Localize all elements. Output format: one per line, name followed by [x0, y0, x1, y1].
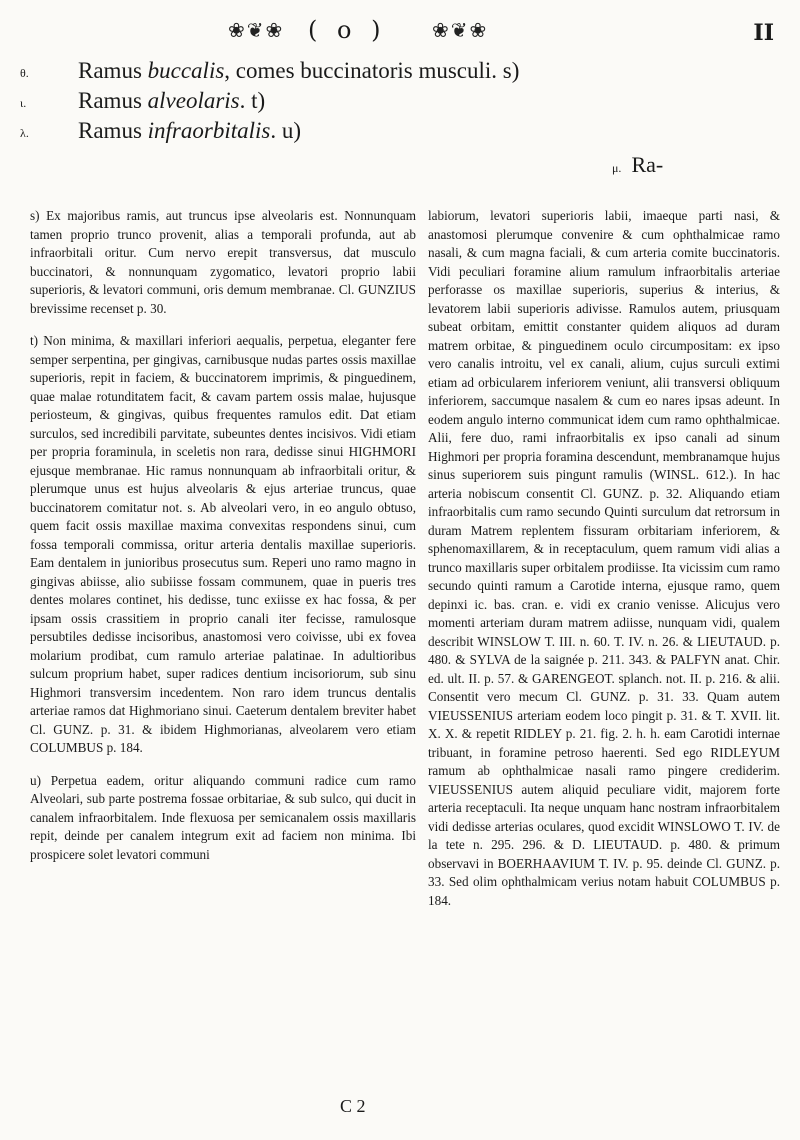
ramus-text [78, 58, 519, 84]
footnote-s: s) Ex majoribus ramis, aut truncus ipse alveolaris est. Nonnunquam tamen proprio trunco provenit, alias a temporali profunda, aut ab infraorbitali oritur. Cum nervo erepit transversus, dat musculo buccinatori, & nonnunquam zygomatico, levatori proprio labii superioris, & levatori communi, oris demum membranae. Cl. GUNZIUS brevissime recenset p. 30. [30, 208, 416, 316]
ramus-suffix: , comes buccinatoris musculi. s) [224, 58, 520, 83]
footnote-continuation: labiorum, levatori superioris labii, imaeque parti nasi, & anastomosi plerumque convenire & cum ophthalmicae ramo nasali, & cum magna faciali, & cum arteria comite buccinatoris. Vidi peculiari foramine alium ramulum infraorbitalis arteriae perforasse os maxillae superioris, superius & interius, & levatorem labii superioris adivisse. Ramulos autem, priusquam subeat orbitam, emittit constanter quidem aliquos ad duram matrem orbitae, & pinguedinem oculo circumpositam: ex ipso vero canalis introitu, vel ex canali, alium, cujus surculi extimi etiam ad orbicularem inferiorem veniunt, alii transversi obliquum inferiorem, saccumque nasalem & cum eo nares ipsas adeunt. In eodem angulo interno communicat idem cum ramo ophthalmicae. Alii, fere duo, rami infraorbitalis ex ipso canali ad sinum Highmori per propria foramina descendunt, membranamque hujus sinus superiorem suis pingunt ramulis (WINSL. 612.). In hac arteria nobiscum consentit Cl. GUNZ. p. 32. Aliquando etiam infraorbitalis cum ramo secundo Quinti surculum dat retrorsum in duram Matrem replentem fissuram orbitariam inferiorem, & sphenomaxillarem, & in receptaculum, quem ramum vidi alias a trunco maxillaris super orbitalem prodiisse. Ita vicissim cum ramo secundo quinti ramum a Carotide interna, ejusque ramo, quem depinxi ic. bas. cran. e. vidi ex cranio venisse. Alicujus vero momenti arteriam duram matrem adiisse, nunquam vidi, qualem describit WINSLOW T. III. n. 60. T. IV. n. 26. & LIEUTAUD. p. 480. & SYLVA de la saignée p. 211. 343. & PALFYN anat. Chir. ed. ult. II. p. 57. & GARENGEOT. splanch. not. II. p. 216. & alii. Consentit vero mecum Cl. GUNZ. p. 31. 33. Quam autem VIEUSSENIUS arteriam eodem loco pingit p. 31. & T. XVII. lit. X. X. & repetit RIDLEY p. 21. fig. 2. h. h. eam Carotidi internae tribuant, in foramine petroso haerenti. Sed ego RIDLEYUM ramum ab ophthalmicae nasali ramo pingere crediderim. VIEUSSENIUS autem aliquid peculiare vidit, majorem forte arteria receptaculi. Ita neque unquam hanc nostram infraorbitalem vidi dedisse arterias oculares, quod excidit WINSLOWO T. IV. de la tete n. 295. 296. & D. LIEUTAUD. p. 480. & primum observavi in BOERHAAVIUM T. IV. p. 95. deinde Cl. GUNZ. p. 33. Sed olim ophthalmicam verius notam habuit COLUMBUS p. 184. [428, 208, 780, 908]
ramus-entry [20, 58, 720, 88]
ramus-name: alveolaris [147, 88, 240, 113]
ramus-mark: ι. [20, 96, 27, 110]
footnotes-right-column [428, 207, 780, 1112]
footnote-u: u) Perpetua eadem, oritur aliquando communi radice cum ramo Alveolari, sub parte postrema fossae orbitariae, & sub sulco, qui ducit in canalem infraorbitalem. Inde flexuosa per semicanalem ossis maxillaris repit, deinde per canalem integrum exit ad faciem non minima. Ibi prospicere solet levatori communi [30, 772, 416, 862]
ramus-text [78, 118, 301, 144]
rami-list [20, 58, 720, 148]
ramus-name: buccalis [147, 58, 225, 83]
ramus-name: infraorbitalis [147, 118, 271, 143]
ornament-right: ❀❦❀ [432, 18, 489, 42]
page-number: II [753, 20, 774, 46]
ramus-prefix: Ramus [78, 118, 142, 143]
ramus-prefix: Ramus [78, 88, 142, 113]
ramus-entry [20, 118, 720, 148]
footnote-t: t) Non minima, & maxillari inferiori aequalis, perpetua, eleganter fere semper serpentina, per gingivas, carnibusque nudas partes ossis maxillae superioris, repit in faciem, & buccinatorem imprimis, & pinguedinem, quae malae rotunditatem facit, & cavam partem ossis malae, hujusque periosteum, & gingivas, quibus frequentes ramulos edit. Dat etiam surculos, sed incredibili parvitate, subeuntes dentes incisivos. Vidi etiam per propria foraminula, in sceletis non rara, dedisse sinui HIGHMORI ejusque membranae. Hic ramus nonnunquam ab infraorbitali oritur, & plerumque unus est hujus alveolaris & ejus arteriae truncus, quae buccinatorem comitatur not. s. Ab alveolari vero, in eo angulo obtuso, quem facit ossis maxillae maxima convexitas respondens sinui, cum fossa temporali commissa, oritur arteria dentalis maxillae superioris. Eam dentalem in junioribus prosecutus sum. Reperi uno ramo magno in gingivas abiisse, alio subiisse fossam communem, quae in pueris tres dentes molares continet, his dedisse, tunc exiisse ex hac fossa, & per ipsam ossis crassitiem in proprio canali iter fecisse, ramulosque persubtiles dedisse incisoribus, anastomosi vero coivisse, ubi ex fovea molarium prodibat, cum ramulo arteriae palatinae. In adultioribus sulcum proprium habet, super radices dentium incisoriorum, sub sinu Highmori transversim incedentem. Non raro idem truncus dentalis arteriae ramos dat Highmoriano sinui. Caeterum dentalem breviter habet Cl. GUNZ. p. 31. & ibidem Highmorianas, alveolarem vero etiam COLUMBUS p. 184. [30, 333, 416, 755]
page-header [0, 14, 800, 50]
ramus-entry [20, 88, 720, 118]
ramus-prefix: Ramus [78, 58, 142, 83]
catchword [612, 152, 663, 178]
footnotes-left-column [30, 207, 416, 1112]
ramus-mark: θ. [20, 66, 29, 80]
header-signature: ( o ) [308, 16, 387, 44]
ramus-text [78, 88, 265, 114]
ramus-suffix: . u) [270, 118, 302, 143]
catchword-mark: μ. [612, 161, 622, 175]
ornament-left: ❀❦❀ [228, 18, 285, 42]
footer-signature: C 2 [340, 1096, 366, 1116]
ramus-suffix: . t) [239, 88, 266, 113]
catchword-text: Ra- [631, 152, 664, 177]
ramus-mark: λ. [20, 126, 29, 140]
